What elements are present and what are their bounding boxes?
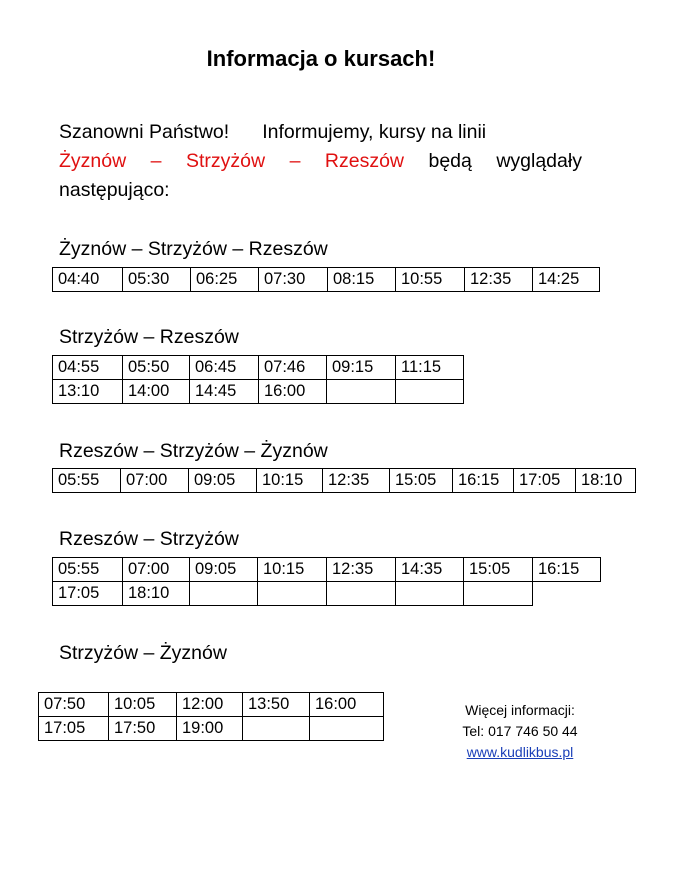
- departure-time-cell: 14:45: [190, 380, 259, 404]
- intro-line-2: [59, 147, 582, 176]
- route-part: Żyznów: [59, 150, 127, 172]
- departure-time-cell: 15:05: [464, 558, 533, 582]
- departure-time-cell: 09:15: [327, 356, 396, 380]
- route-part: Strzyżów: [185, 150, 266, 172]
- greeting: Szanowni Państwo!: [59, 121, 230, 143]
- departure-time-cell: [464, 582, 533, 606]
- intro-line-3: następująco:: [59, 179, 170, 201]
- departure-time-cell: 18:10: [123, 582, 190, 606]
- timetable-rzeszow-strzyzow-zyznow: [52, 468, 636, 493]
- page-title: Informacja o kursach!: [206, 46, 436, 71]
- departure-time-cell: [396, 582, 464, 606]
- departure-time-cell: 10:15: [257, 469, 323, 493]
- timetable-heading-strzyzow-zyznow: Strzyżów – Żyznów: [59, 642, 227, 664]
- departure-time-cell: 07:46: [259, 356, 327, 380]
- departure-time-cell: 05:55: [53, 558, 123, 582]
- timetable-strzyzow-zyznow: [38, 692, 384, 741]
- intro-lead: Informujemy, kursy na linii: [262, 121, 487, 143]
- departure-time-cell: 17:05: [53, 582, 123, 606]
- departure-time-cell: 07:30: [259, 268, 328, 292]
- departure-time-cell: 16:15: [533, 558, 601, 582]
- intro-word: wyglądały: [496, 150, 582, 172]
- departure-time-cell: 05:50: [123, 356, 190, 380]
- departure-time-cell: 10:05: [109, 693, 177, 717]
- contact-phone: Tel: 017 746 50 44: [462, 723, 578, 739]
- departure-time-cell: 04:40: [53, 268, 123, 292]
- intro-paragraph: [59, 118, 582, 205]
- departure-time-cell: 07:00: [123, 558, 190, 582]
- departure-time-cell: 04:55: [53, 356, 123, 380]
- timetable-heading-rzeszow-strzyzow: Rzeszów – Strzyżów: [59, 528, 239, 550]
- intro-word: będą: [428, 150, 472, 172]
- timetable-heading-strzyzow-rzeszow: Strzyżów – Rzeszów: [59, 326, 239, 348]
- departure-time-cell: 10:55: [396, 268, 465, 292]
- departure-time-cell: 18:10: [576, 469, 636, 493]
- departure-time-cell: 14:00: [123, 380, 190, 404]
- departure-time-cell: 10:15: [258, 558, 327, 582]
- contact-info: [440, 700, 600, 763]
- timetable-row: [39, 693, 384, 717]
- departure-time-cell: [327, 582, 396, 606]
- departure-time-cell: 17:05: [39, 717, 109, 741]
- departure-time-cell: [310, 717, 384, 741]
- departure-time-cell: 06:25: [191, 268, 259, 292]
- timetable-row: [53, 469, 636, 493]
- contact-label: Więcej informacji:: [465, 702, 575, 718]
- departure-time-cell: [396, 380, 464, 404]
- timetable-heading-zyznow-strzyzow-rzeszow: Żyznów – Strzyżów – Rzeszów: [59, 238, 328, 260]
- departure-time-cell: 19:00: [177, 717, 243, 741]
- route-part: Rzeszów: [324, 150, 404, 172]
- departure-time-cell: 11:15: [396, 356, 464, 380]
- departure-time-cell: 14:25: [533, 268, 600, 292]
- timetable-rzeszow-strzyzow: [52, 557, 601, 606]
- departure-time-cell: 07:00: [121, 469, 189, 493]
- departure-time-cell: 05:30: [123, 268, 191, 292]
- website-link[interactable]: www.kudlikbus.pl: [466, 744, 574, 760]
- departure-time-cell: [327, 380, 396, 404]
- timetable-zyznow-strzyzow-rzeszow: [52, 267, 600, 292]
- departure-time-cell: 17:50: [109, 717, 177, 741]
- departure-time-cell: 12:35: [465, 268, 533, 292]
- departure-time-cell: 16:15: [453, 469, 514, 493]
- departure-time-cell: 12:35: [327, 558, 396, 582]
- timetable-strzyzow-rzeszow: [52, 355, 464, 404]
- departure-time-cell: [190, 582, 258, 606]
- departure-time-cell: 15:05: [390, 469, 453, 493]
- departure-time-cell: 14:35: [396, 558, 464, 582]
- departure-time-cell: 12:00: [177, 693, 243, 717]
- departure-time-cell: 12:35: [323, 469, 390, 493]
- departure-time-cell: 07:50: [39, 693, 109, 717]
- departure-time-cell: 13:10: [53, 380, 123, 404]
- departure-time-cell: 09:05: [189, 469, 257, 493]
- intro-line-1: [59, 118, 582, 147]
- timetable-row: [39, 717, 384, 741]
- timetable-row: [53, 558, 601, 582]
- timetable-row: [53, 380, 464, 404]
- timetable-row: [53, 582, 601, 606]
- departure-time-cell: 17:05: [514, 469, 576, 493]
- timetable-row: [53, 356, 464, 380]
- departure-time-cell: [243, 717, 310, 741]
- route-dash: –: [150, 150, 162, 172]
- departure-time-cell: 05:55: [53, 469, 121, 493]
- departure-time-cell: 16:00: [310, 693, 384, 717]
- timetable-row: [53, 268, 600, 292]
- departure-time-cell: [258, 582, 327, 606]
- timetable-heading-rzeszow-strzyzow-zyznow: Rzeszów – Strzyżów – Żyznów: [59, 440, 328, 462]
- route-dash: –: [289, 150, 301, 172]
- departure-time-cell: 06:45: [190, 356, 259, 380]
- departure-time-cell: 08:15: [328, 268, 396, 292]
- departure-time-cell: 09:05: [190, 558, 258, 582]
- departure-time-cell: 13:50: [243, 693, 310, 717]
- departure-time-cell: 16:00: [259, 380, 327, 404]
